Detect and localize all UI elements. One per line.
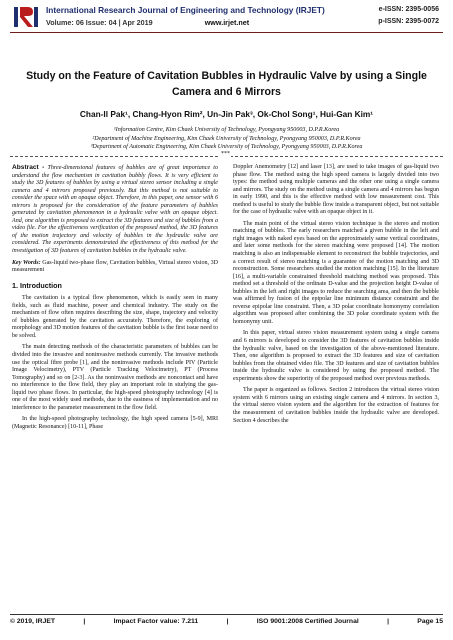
- footer-iso: ISO 9001:2008 Certified Journal: [256, 618, 359, 625]
- page-footer: [10, 618, 443, 625]
- affiliation-1: ¹Information Centre, Kim Chaek University of Technology, Pyongyang 950003, D.P.R.Korea: [113, 127, 340, 133]
- affiliation-2: ²Department of Machine Engineering, Kim Chaek University of Technology, Pyongyang 950003, D.P.R.Korea: [92, 135, 361, 142]
- volume-issue-date: Volume: 06 Issue: 04 | Apr 2019: [46, 18, 153, 27]
- footer-separator: |: [387, 618, 389, 625]
- keywords-label: Key Words:: [12, 259, 41, 266]
- abstract-text: Three-dimensional features of bubbles are of great importance to understand the flow mechanism in cavitation bubbly flows. It is very efficient to study the 3D features of bubbles by using a virtual stereo sensor including a single camera and 4 mirrors proposed previously. But this method is not suitable to consider the space with an opaque object. Therefore, in this paper, one sensor with 6 mirrors is proposed for the consideration of the feature parameters of bubbles generated by cavitation phenomenon in a hydraulic valve with an opaque object. And, one algorithm is proposed to extract the 3D features and size of bubbles from a video file. For the effectiveness verification of the proposed method, the 3D features of the motion trajectory and velocity of bubbles in the hydraulic valve are considered. The experiments demonstrated the effectiveness of this method for the investigation of 3D features of cavitation bubbles in the hydraulic valve.: [12, 165, 218, 255]
- footer-separator: |: [83, 618, 86, 625]
- journal-website-link[interactable]: www.irjet.net: [204, 18, 250, 27]
- footer-separator: |: [226, 618, 229, 625]
- footer-page-number: Page 15: [417, 618, 443, 625]
- section-heading-introduction: 1. Introduction: [12, 280, 62, 290]
- footer-impact-factor: Impact Factor value: 7.211: [113, 618, 199, 625]
- p-issn: p-ISSN: 2395-0072: [378, 18, 439, 25]
- section-separator: [10, 151, 443, 157]
- keywords: [12, 260, 218, 275]
- separator-stars: ***: [221, 151, 230, 157]
- paragraph: In this paper, virtual stereo vision measurement system using a single camera and 6 mirrors is developed to consider the 3D features of cavitation bubbles inside the hydraulic valve, based on the investigation of the above-mentioned literature. Then, one algorithm is proposed to extract the 3D features and size of cavitation bubbles from the obtained video file. The 3D features and size of cavitation bubbles inside the hydraulic valve is considered by using the proposed method. The experiments show the superiority of the proposed method over previous methods.: [233, 330, 439, 382]
- keywords-text: Gas-liquid two-phase flow, Cavitation bubbles, Virtual stereo vision, 3D measurement: [12, 259, 219, 274]
- journal-header: [0, 0, 453, 36]
- irjet-logo-icon: [12, 4, 40, 30]
- paragraph: The main point of the virtual stereo vision technique is the stereo and motion matching of bubbles. The early researchers matched a given bubble in the left and right images with naked eyes based on the approximately same vertical coordinates, and later some methods for the stereo matching were proposed [14]. The motion matching is also an indispensable element to reconstruct the bubble trajectories, and a correct result of stereo matching is a guarantee of the motion matching and 3D reconstruction. Some researchers studied the motion matching [15]. In the literature [16], a multi-variable constrained threshold matching method was proposed. This method set a threshold of the ordinate D-value and the projection height D-value of bubbles in the left and right images to reduce the searching area, and then the bubble was affirmed by fusion of the epipolar line minimum distance constraint and the reverse epipolar line constraint. Then, a 3D polar coordinate homonymy correlation algorithm was proposed after combining the 3D polar coordinate system with the homonymy unit.: [233, 220, 439, 325]
- author-affiliations: [10, 126, 443, 152]
- affiliation-3: ³Department of Automatic Engineering, Kim Chaek University of Technology, Pyongyang 950003, D.P.R.Korea: [90, 144, 363, 151]
- abstract-label: Abstract -: [12, 164, 45, 171]
- paragraph: In the high-speed photography technology, the high speed camera [5-9], MRI (Magnetic Resonance) [10-11], Phase: [12, 416, 218, 430]
- paragraph: The paper is organized as follows. Section 2 introduces the virtual stereo vision system with 6 mirrors using an existing single camera and 4 mirrors. In section 3, the virtual stereo vision system and the algorithm for the extraction of features for the measurement of cavitation bubbles inside the hydraulic valve are developed. Section 4 describes the: [233, 387, 439, 424]
- header-divider: [10, 32, 443, 33]
- left-column: [12, 164, 218, 436]
- e-issn: e-ISSN: 2395-0056: [378, 6, 439, 13]
- paragraph-continuation: Doppler Anemometry [12] and laser [13], are used to take images of gas-liquid two phase flow. The method using the high speed camera is largely divided into two types: the method using multiple cameras and the other one using a single camera and mirrors. The study on the method using a single camera and 4 mirrors has begun in early 1990, and this is the effective method with low measurement cost. This method is useful to study the bubble flow inside a transparent object, but not suitable for the case of hydraulic valve with an opaque object in it.: [233, 164, 439, 216]
- paragraph: The cavitation is a typical flow phenomenon, which is easily seen in many fields, such as fluid machine, power and chemical industry. The study on the mechanism of flow often requires describing the size, shape, trajectory and velocity of bubbles generated by the cavitation accurately. Therefore, the exploring of morphology and 3D motion features of the cavitation bubble is the first issue need to be solved.: [12, 295, 218, 339]
- right-column: [233, 164, 439, 429]
- footer-copyright: © 2019, IRJET: [10, 618, 56, 625]
- paper-authors: Chan-Il Pak¹, Chang-Hyon Rim², Un-Jin Pak³, Ok-Chol Song¹, Hui-Gan Kim¹: [79, 109, 374, 119]
- paper-title: Study on the Feature of Cavitation Bubbles in Hydraulic Valve by using a Single Camera and 6 Mirrors: [26, 70, 427, 98]
- footer-divider: [10, 614, 443, 615]
- abstract: [12, 164, 218, 256]
- journal-volume-line: [46, 18, 249, 27]
- paragraph: The main detecting methods of the characteristic parameters of bubbles can be divided into the invasive and noninvasive methods currently. The invasive methods use the optical fibre probe [1], and the noninvasive methods include PIV (Particle Image Velocimetry), PTV (Particle Tracking Velocimetry), PT (Process Tomography) and so on [2-3]. As the noninvasive methods are noncontact and have no interference to the flow field, they play an important role in studying the gas-liquid two phase flows. In particular, the high-speed photography technology [4] is one of the most widely used methods, due to the easiness of implementation and no interference to the parameter measurement in the flow field.: [12, 344, 218, 411]
- journal-title: International Research Journal of Engineering and Technology (IRJET): [46, 5, 325, 15]
